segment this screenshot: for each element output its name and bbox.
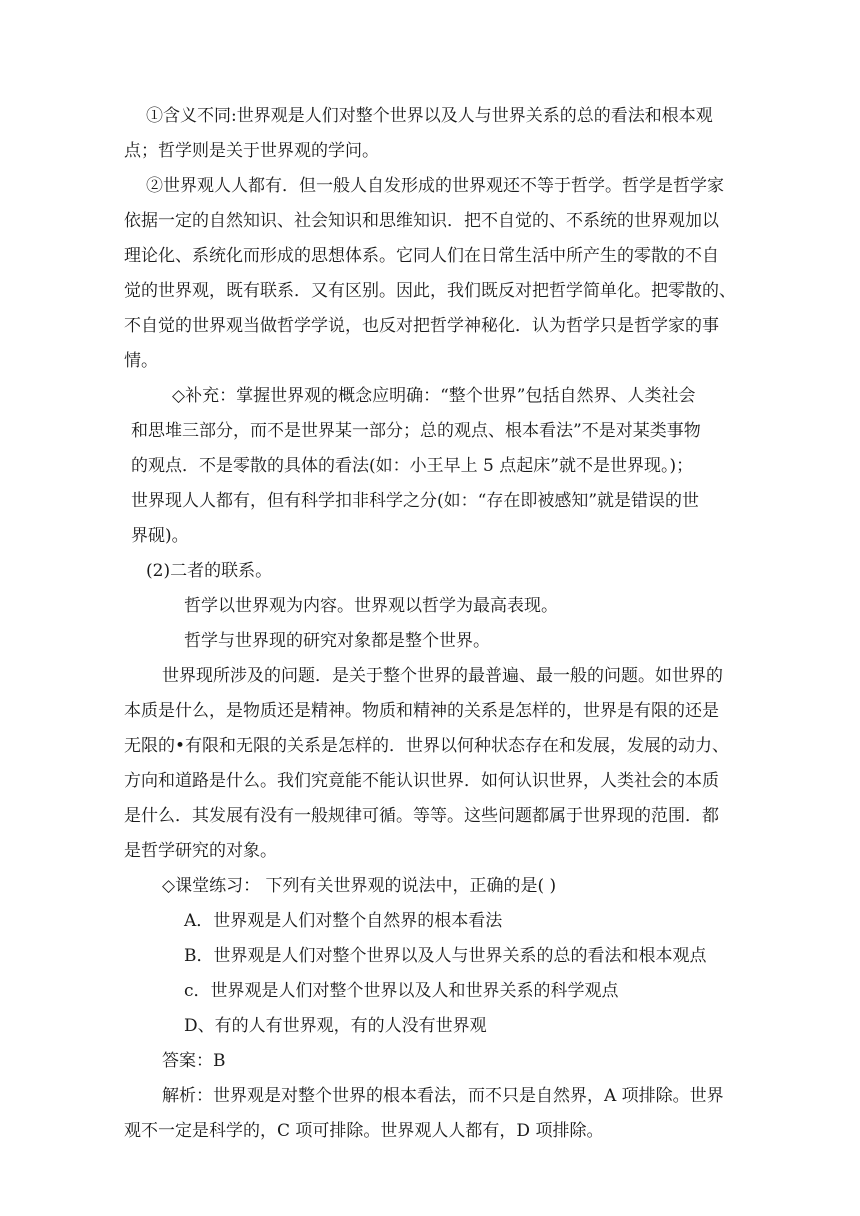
paragraph2-line-2: 依据一定的自然知识、社会知识和思维知识．把不自觉的、不系统的世界观加以	[124, 211, 719, 231]
relation-line-2: 哲学与世界现的研究对象都是整个世界。	[184, 631, 490, 651]
supplement-line-1: ◇补充：掌握世界观的概念应明确：“整个世界”包括自然界、人类社会	[172, 386, 696, 406]
paragraph2-line-1: ②世界观人人都有．但一般人自发形成的世界观还不等于哲学。哲学是哲学家	[146, 176, 724, 196]
meaning-line-2: 点；哲学则是关于世界观的学问。	[124, 141, 379, 161]
exercise-option-a: A．世界观是人们对整个自然界的根本看法	[184, 911, 503, 931]
paragraph2-line-5: 不自觉的世界观当做哲学学说，也反对把哲学神秘化．认为哲学只是哲学家的事	[124, 316, 719, 336]
exercise-analysis-line-1: 解析：世界观是对整个世界的根本看法，而不只是自然界，A 项排除。世界	[162, 1086, 724, 1106]
exercise-option-c: c．世界观是人们对整个世界以及人和世界关系的科学观点	[184, 981, 619, 1001]
exercise-answer: 答案：B	[162, 1051, 226, 1071]
exercise-question: ◇课堂练习： 下列有关世界观的说法中，正确的是( )	[162, 876, 557, 896]
paragraph2-line-3: 理论化、系统化而形成的思想体系。它同人们在日常生活中所产生的零散的不自	[124, 246, 719, 266]
paragraph4-line-4: 方向和道路是什么。我们究竟能不能认识世界．如何认识世界，人类社会的本质	[124, 771, 719, 791]
meaning-line-1: ①含义不同:世界观是人们对整个世界以及人与世界关系的总的看法和根本观	[146, 106, 713, 126]
supplement-line-5: 界砚)。	[131, 526, 189, 546]
exercise-analysis-line-2: 观不一定是科学的，C 项可排除。世界观人人都有，D 项排除。	[124, 1121, 604, 1141]
supplement-line-4: 世界现人人都有，但有科学扣非科学之分(如：“存在即被感知”就是错误的世	[131, 491, 700, 511]
paragraph2-line-4: 觉的世界观，既有联系．又有区别。因此，我们既反对把哲学简单化。把零散的、	[124, 281, 736, 301]
paragraph2-line-6: 情。	[124, 351, 158, 371]
paragraph4-line-3: 无限的•有限和无限的关系是怎样的．世界以何种状态存在和发展，发展的动力、	[124, 736, 730, 756]
exercise-option-d: D、有的人有世界观，有的人没有世界观	[184, 1016, 487, 1036]
paragraph4-line-6: 是哲学研究的对象。	[124, 841, 277, 861]
supplement-line-3: 的观点．不是零散的具体的看法(如：小王早上 5 点起床”就不是世界现。)；	[131, 456, 694, 476]
supplement-line-2: 和思堆三部分，而不是世界某一部分；总的观点、根本看法”不是对某类事物	[131, 421, 701, 441]
relation-heading: (2)二者的联系。	[146, 561, 273, 581]
paragraph4-line-2: 本质是什么，是物质还是精神。物质和精神的关系是怎样的，世界是有限的还是	[124, 701, 719, 721]
paragraph4-line-5: 是什么．其发展有没有一般规律可循。等等。这些问题都属于世界现的范围．都	[124, 806, 719, 826]
paragraph4-line-1: 世界现所涉及的问题．是关于整个世界的最普遍、最一般的问题。如世界的	[162, 666, 723, 686]
exercise-option-b: B．世界观是人们对整个世界以及人与世界关系的总的看法和根本观点	[184, 946, 707, 966]
relation-line-1: 哲学以世界观为内容。世界观以哲学为最高表现。	[184, 596, 558, 616]
